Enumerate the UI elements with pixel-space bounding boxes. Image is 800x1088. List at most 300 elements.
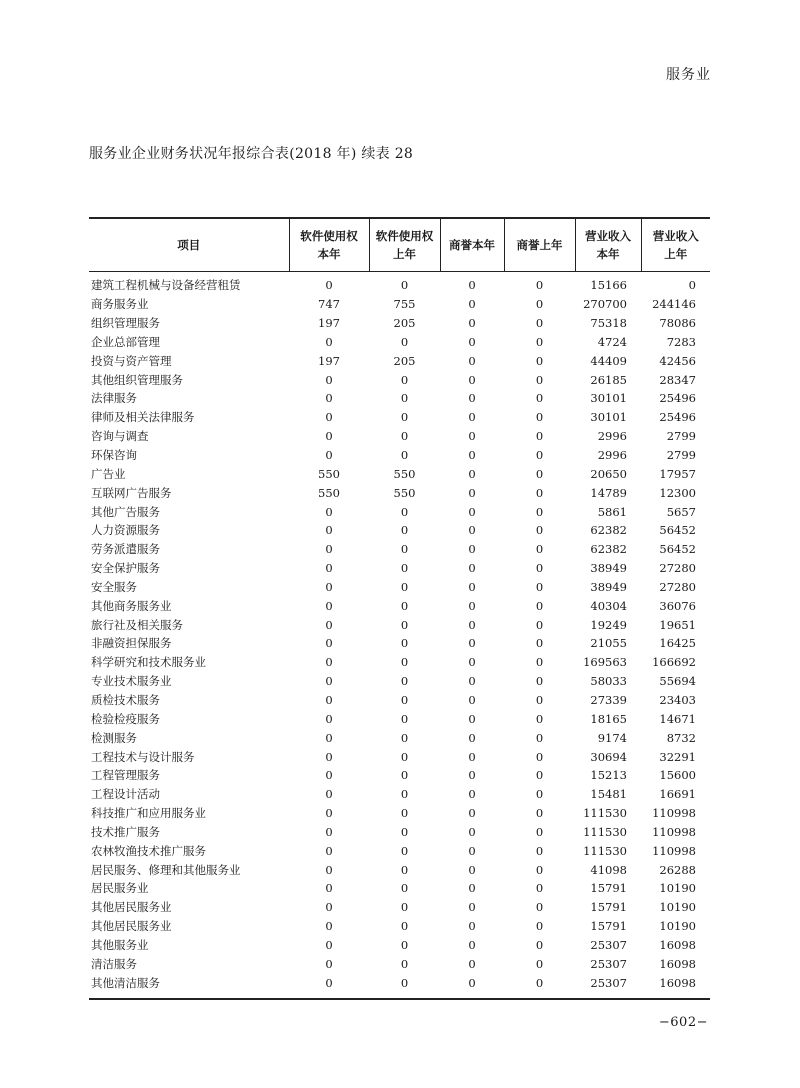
goodwill-current-cell: 0 [468, 353, 476, 368]
revenue-previous-cell: 15600 [659, 768, 696, 783]
goodwill-current-cell: 0 [468, 730, 476, 745]
goodwill-previous-cell: 0 [535, 843, 544, 858]
revenue-previous-cell: 10190 [659, 900, 696, 915]
revenue-previous-cell: 27280 [659, 561, 696, 576]
row-label: 工程管理服务 [91, 768, 160, 783]
software-previous-cell: 0 [400, 692, 409, 707]
revenue-previous-cell: 2799 [666, 429, 696, 444]
software-current-cell: 0 [325, 448, 333, 463]
goodwill-current-cell: 0 [468, 391, 476, 406]
goodwill-previous-cell: 0 [535, 316, 544, 331]
row-label: 安全保护服务 [91, 561, 160, 576]
revenue-current-cell: 62382 [590, 542, 627, 557]
header-text: 本年 [317, 247, 341, 261]
running-header: 服务业 [666, 67, 711, 83]
software-previous-cell: 0 [400, 542, 409, 557]
software-previous-cell: 0 [400, 391, 409, 406]
header-text: 上年 [393, 247, 416, 261]
row-label: 劳务派遣服务 [91, 542, 160, 557]
goodwill-previous-cell: 0 [535, 787, 544, 802]
revenue-current-cell: 27339 [590, 692, 627, 707]
software-previous-cell: 0 [400, 956, 409, 971]
revenue-current-cell: 58033 [590, 674, 627, 689]
goodwill-current-cell: 0 [468, 448, 476, 463]
revenue-previous-cell: 5657 [666, 504, 696, 519]
header-revenue-current [575, 218, 641, 272]
goodwill-current-cell: 0 [468, 617, 476, 632]
table-row [89, 917, 710, 936]
revenue-current-cell: 21055 [590, 636, 627, 651]
software-previous-cell: 0 [400, 410, 409, 425]
revenue-previous-cell: 244146 [652, 297, 696, 312]
revenue-current-cell: 15791 [590, 919, 627, 934]
software-previous-cell: 0 [400, 862, 409, 877]
revenue-current-cell: 111530 [583, 806, 627, 821]
table-row [89, 804, 710, 823]
software-previous-cell: 0 [400, 881, 409, 896]
goodwill-current-cell: 0 [468, 692, 476, 707]
table-row [89, 841, 710, 860]
revenue-previous-cell: 36076 [659, 598, 696, 613]
page-number: −602− [658, 1015, 708, 1030]
software-current-cell: 0 [325, 843, 333, 858]
table-row [89, 351, 710, 370]
revenue-current-cell: 41098 [590, 862, 627, 877]
goodwill-current-cell: 0 [468, 485, 476, 500]
goodwill-previous-cell: 0 [535, 956, 544, 971]
row-label: 农林牧渔技术推广服务 [91, 843, 206, 858]
table-row [89, 578, 710, 597]
goodwill-current-cell: 0 [468, 956, 476, 971]
revenue-previous-cell: 8732 [666, 730, 696, 745]
header-text: 软件使用权 [375, 229, 434, 243]
row-label: 企业总部管理 [91, 334, 160, 349]
software-previous-cell: 0 [400, 655, 409, 670]
revenue-previous-cell: 32291 [659, 749, 696, 764]
revenue-current-cell: 19249 [590, 617, 627, 632]
goodwill-current-cell: 0 [468, 542, 476, 557]
goodwill-previous-cell: 0 [535, 862, 544, 877]
software-current-cell: 0 [325, 711, 333, 726]
goodwill-previous-cell: 0 [535, 881, 544, 896]
row-label: 检验检疫服务 [91, 711, 160, 726]
software-previous-cell: 0 [400, 824, 409, 839]
goodwill-previous-cell: 0 [535, 504, 544, 519]
goodwill-previous-cell: 0 [535, 598, 544, 613]
goodwill-previous-cell: 0 [535, 372, 544, 387]
row-label: 投资与资产管理 [91, 353, 172, 368]
row-label: 其他商务服务业 [91, 598, 172, 613]
table-row [89, 314, 710, 333]
goodwill-current-cell: 0 [468, 598, 476, 613]
header-item [89, 218, 289, 272]
table-row [89, 408, 710, 427]
row-label: 检测服务 [91, 730, 137, 745]
row-label: 安全服务 [91, 579, 137, 594]
row-label: 质检技术服务 [91, 692, 160, 707]
software-current-cell: 0 [325, 636, 333, 651]
revenue-previous-cell: 0 [688, 278, 696, 293]
software-current-cell: 0 [325, 504, 333, 519]
row-label: 科技推广和应用服务业 [91, 806, 206, 821]
table-row [89, 389, 710, 408]
header-goodwill-previous [504, 218, 575, 272]
revenue-current-cell: 111530 [583, 824, 627, 839]
goodwill-current-cell: 0 [468, 655, 476, 670]
revenue-previous-cell: 19651 [659, 617, 696, 632]
software-previous-cell: 0 [400, 768, 409, 783]
software-current-cell: 0 [325, 598, 333, 613]
goodwill-previous-cell: 0 [535, 768, 544, 783]
revenue-current-cell: 270700 [583, 297, 627, 312]
goodwill-current-cell: 0 [468, 937, 476, 952]
revenue-previous-cell: 12300 [659, 485, 696, 500]
software-previous-cell: 0 [400, 787, 409, 802]
row-label: 其他组织管理服务 [91, 372, 183, 387]
software-current-cell: 0 [325, 372, 333, 387]
revenue-previous-cell: 23403 [659, 692, 696, 707]
table-row [89, 596, 710, 615]
header-text: 营业收入 [585, 229, 631, 243]
goodwill-previous-cell: 0 [535, 975, 544, 990]
revenue-previous-cell: 10190 [659, 881, 696, 896]
table-header-row [89, 218, 710, 272]
goodwill-previous-cell: 0 [535, 429, 544, 444]
table-row [89, 879, 710, 898]
software-current-cell: 197 [318, 353, 340, 368]
software-current-cell: 747 [318, 297, 340, 312]
table-row [89, 615, 710, 634]
software-current-cell: 0 [325, 542, 333, 557]
row-label: 居民服务、修理和其他服务业 [91, 862, 241, 877]
software-current-cell: 0 [325, 617, 333, 632]
revenue-current-cell: 30694 [590, 749, 627, 764]
software-previous-cell: 0 [400, 598, 409, 613]
table-row [89, 483, 710, 502]
software-current-cell: 0 [325, 429, 333, 444]
row-label: 其他居民服务业 [91, 900, 172, 915]
revenue-current-cell: 30101 [590, 391, 627, 406]
goodwill-current-cell: 0 [468, 372, 476, 387]
goodwill-current-cell: 0 [468, 768, 476, 783]
software-previous-cell: 0 [400, 730, 409, 745]
revenue-current-cell: 5861 [597, 504, 627, 519]
revenue-current-cell: 44409 [590, 353, 627, 368]
goodwill-previous-cell: 0 [535, 391, 544, 406]
software-current-cell: 0 [325, 730, 333, 745]
row-label: 非融资担保服务 [91, 636, 172, 651]
row-label: 专业技术服务业 [91, 674, 172, 689]
header-goodwill-current [440, 218, 504, 272]
row-label: 法律服务 [91, 391, 137, 406]
goodwill-previous-cell: 0 [535, 824, 544, 839]
goodwill-current-cell: 0 [468, 579, 476, 594]
revenue-current-cell: 18165 [590, 711, 627, 726]
revenue-current-cell: 26185 [590, 372, 627, 387]
revenue-previous-cell: 16098 [659, 975, 696, 990]
goodwill-previous-cell: 0 [535, 655, 544, 670]
row-label: 组织管理服务 [91, 316, 160, 331]
goodwill-current-cell: 0 [468, 278, 476, 293]
goodwill-current-cell: 0 [468, 410, 476, 425]
goodwill-current-cell: 0 [468, 297, 476, 312]
revenue-current-cell: 15213 [590, 768, 627, 783]
row-label: 技术推广服务 [91, 824, 160, 839]
row-label: 工程设计活动 [91, 787, 160, 802]
goodwill-current-cell: 0 [468, 523, 476, 538]
software-current-cell: 0 [325, 410, 333, 425]
table-row [89, 521, 710, 540]
table-row [89, 766, 710, 785]
table-row [89, 672, 710, 691]
software-previous-cell: 0 [400, 448, 409, 463]
revenue-previous-cell: 28347 [659, 372, 696, 387]
revenue-current-cell: 15481 [590, 787, 627, 802]
goodwill-previous-cell: 0 [535, 937, 544, 952]
software-current-cell: 0 [325, 692, 333, 707]
header-text: 商誉上年 [516, 238, 563, 252]
revenue-current-cell: 15791 [590, 881, 627, 896]
header-text: 本年 [596, 247, 620, 261]
revenue-previous-cell: 110998 [652, 843, 696, 858]
software-previous-cell: 0 [400, 278, 409, 293]
software-current-cell: 0 [325, 862, 333, 877]
table-row [89, 559, 710, 578]
goodwill-current-cell: 0 [468, 711, 476, 726]
revenue-previous-cell: 42456 [659, 353, 696, 368]
software-current-cell: 0 [325, 956, 333, 971]
software-previous-cell: 550 [393, 466, 416, 481]
header-revenue-previous [641, 218, 710, 272]
goodwill-current-cell: 0 [468, 561, 476, 576]
software-current-cell: 0 [325, 334, 333, 349]
software-previous-cell: 0 [400, 429, 409, 444]
revenue-current-cell: 30101 [590, 410, 627, 425]
goodwill-previous-cell: 0 [535, 485, 544, 500]
table-row [89, 747, 710, 766]
revenue-current-cell: 111530 [583, 843, 627, 858]
software-previous-cell: 0 [400, 843, 409, 858]
software-current-cell: 0 [325, 975, 333, 990]
revenue-current-cell: 4724 [597, 334, 627, 349]
row-label: 广告业 [91, 466, 126, 481]
revenue-previous-cell: 78086 [659, 316, 696, 331]
financial-table-container [89, 217, 710, 1000]
revenue-previous-cell: 56452 [659, 542, 696, 557]
software-previous-cell: 0 [400, 504, 409, 519]
table-row [89, 691, 710, 710]
revenue-current-cell: 38949 [590, 579, 627, 594]
software-previous-cell: 0 [400, 561, 409, 576]
table-row [89, 822, 710, 841]
revenue-previous-cell: 7283 [666, 334, 696, 349]
revenue-current-cell: 75318 [590, 316, 627, 331]
revenue-previous-cell: 110998 [652, 806, 696, 821]
revenue-previous-cell: 16425 [659, 636, 696, 651]
goodwill-previous-cell: 0 [535, 410, 544, 425]
table-row [89, 427, 710, 446]
goodwill-current-cell: 0 [468, 975, 476, 990]
software-previous-cell: 0 [400, 806, 409, 821]
row-label: 其他清洁服务 [91, 975, 160, 990]
table-row [89, 954, 710, 973]
goodwill-previous-cell: 0 [535, 297, 544, 312]
row-label: 旅行社及相关服务 [91, 617, 183, 632]
table-row [89, 653, 710, 672]
revenue-current-cell: 9174 [597, 730, 627, 745]
financial-table [89, 217, 710, 992]
row-label: 其他服务业 [91, 937, 149, 952]
revenue-previous-cell: 55694 [659, 674, 696, 689]
header-text: 商誉本年 [449, 238, 495, 252]
row-label: 商务服务业 [91, 297, 149, 312]
goodwill-previous-cell: 0 [535, 730, 544, 745]
revenue-current-cell: 62382 [590, 523, 627, 538]
software-current-cell: 0 [325, 787, 333, 802]
row-label: 建筑工程机械与设备经营租赁 [91, 278, 241, 293]
table-row [89, 446, 710, 465]
goodwill-previous-cell: 0 [535, 579, 544, 594]
table-row [89, 464, 710, 483]
header-text: 营业收入 [652, 229, 699, 243]
software-previous-cell: 0 [400, 334, 409, 349]
goodwill-current-cell: 0 [468, 636, 476, 651]
software-current-cell: 0 [325, 391, 333, 406]
header-text: 项目 [177, 238, 201, 252]
revenue-previous-cell: 25496 [659, 410, 696, 425]
revenue-previous-cell: 110998 [652, 824, 696, 839]
goodwill-previous-cell: 0 [535, 448, 544, 463]
goodwill-previous-cell: 0 [535, 749, 544, 764]
goodwill-current-cell: 0 [468, 316, 476, 331]
goodwill-current-cell: 0 [468, 334, 476, 349]
software-current-cell: 0 [325, 881, 333, 896]
revenue-current-cell: 2996 [597, 429, 627, 444]
revenue-current-cell: 38949 [590, 561, 627, 576]
goodwill-previous-cell: 0 [535, 617, 544, 632]
goodwill-previous-cell: 0 [535, 806, 544, 821]
goodwill-previous-cell: 0 [535, 353, 544, 368]
table-row [89, 295, 710, 314]
revenue-current-cell: 14789 [590, 485, 627, 500]
software-previous-cell: 0 [400, 711, 409, 726]
goodwill-current-cell: 0 [468, 881, 476, 896]
revenue-current-cell: 169563 [583, 655, 627, 670]
goodwill-previous-cell: 0 [535, 561, 544, 576]
row-label: 其他广告服务 [91, 504, 160, 519]
goodwill-previous-cell: 0 [535, 900, 544, 915]
software-previous-cell: 0 [400, 937, 409, 952]
header-text: 上年 [664, 247, 688, 261]
table-row [89, 785, 710, 804]
software-current-cell: 0 [325, 919, 333, 934]
software-current-cell: 0 [325, 824, 333, 839]
table-row [89, 502, 710, 521]
software-previous-cell: 0 [400, 523, 409, 538]
goodwill-current-cell: 0 [468, 466, 476, 481]
goodwill-previous-cell: 0 [535, 636, 544, 651]
goodwill-current-cell: 0 [468, 749, 476, 764]
software-current-cell: 0 [325, 523, 333, 538]
header-text: 软件使用权 [300, 229, 358, 243]
software-current-cell: 0 [325, 900, 333, 915]
software-previous-cell: 205 [393, 316, 416, 331]
row-label: 人力资源服务 [91, 523, 160, 538]
table-row [89, 370, 710, 389]
revenue-previous-cell: 16098 [659, 937, 696, 952]
row-label: 环保咨询 [91, 448, 137, 463]
revenue-previous-cell: 166692 [652, 655, 696, 670]
table-bottom-rule [89, 998, 710, 1000]
goodwill-current-cell: 0 [468, 824, 476, 839]
goodwill-current-cell: 0 [468, 862, 476, 877]
software-previous-cell: 0 [400, 749, 409, 764]
software-current-cell: 0 [325, 768, 333, 783]
software-current-cell: 0 [325, 674, 333, 689]
software-previous-cell: 550 [393, 485, 416, 500]
table-row [89, 709, 710, 728]
table-row [89, 272, 710, 295]
table-row [89, 634, 710, 653]
row-label: 工程技术与设计服务 [91, 749, 195, 764]
revenue-current-cell: 25307 [590, 975, 627, 990]
software-current-cell: 0 [325, 579, 333, 594]
goodwill-current-cell: 0 [468, 504, 476, 519]
revenue-previous-cell: 26288 [659, 862, 696, 877]
table-row [89, 333, 710, 352]
table-row [89, 860, 710, 879]
software-previous-cell: 0 [400, 579, 409, 594]
software-current-cell: 0 [325, 655, 333, 670]
revenue-current-cell: 20650 [590, 466, 627, 481]
revenue-previous-cell: 56452 [659, 523, 696, 538]
table-row [89, 540, 710, 559]
software-previous-cell: 755 [393, 297, 416, 312]
table-row [89, 973, 710, 992]
software-previous-cell: 0 [400, 617, 409, 632]
goodwill-current-cell: 0 [468, 429, 476, 444]
software-previous-cell: 205 [393, 353, 416, 368]
table-row [89, 728, 710, 747]
goodwill-previous-cell: 0 [535, 523, 544, 538]
revenue-previous-cell: 27280 [659, 579, 696, 594]
software-current-cell: 0 [325, 278, 333, 293]
revenue-current-cell: 25307 [590, 937, 627, 952]
goodwill-current-cell: 0 [468, 900, 476, 915]
revenue-previous-cell: 16691 [659, 787, 696, 802]
revenue-previous-cell: 2799 [666, 448, 696, 463]
goodwill-previous-cell: 0 [535, 278, 544, 293]
header-software-previous [369, 218, 440, 272]
goodwill-previous-cell: 0 [535, 919, 544, 934]
revenue-current-cell: 15791 [590, 900, 627, 915]
software-previous-cell: 0 [400, 636, 409, 651]
software-previous-cell: 0 [400, 372, 409, 387]
goodwill-previous-cell: 0 [535, 692, 544, 707]
software-current-cell: 550 [318, 485, 340, 500]
goodwill-current-cell: 0 [468, 674, 476, 689]
software-current-cell: 0 [325, 806, 333, 821]
revenue-previous-cell: 16098 [659, 956, 696, 971]
goodwill-current-cell: 0 [468, 843, 476, 858]
software-previous-cell: 0 [400, 900, 409, 915]
goodwill-previous-cell: 0 [535, 674, 544, 689]
revenue-previous-cell: 17957 [659, 466, 696, 481]
goodwill-current-cell: 0 [468, 919, 476, 934]
row-label: 互联网广告服务 [91, 485, 172, 500]
row-label: 科学研究和技术服务业 [91, 655, 206, 670]
software-current-cell: 0 [325, 937, 333, 952]
